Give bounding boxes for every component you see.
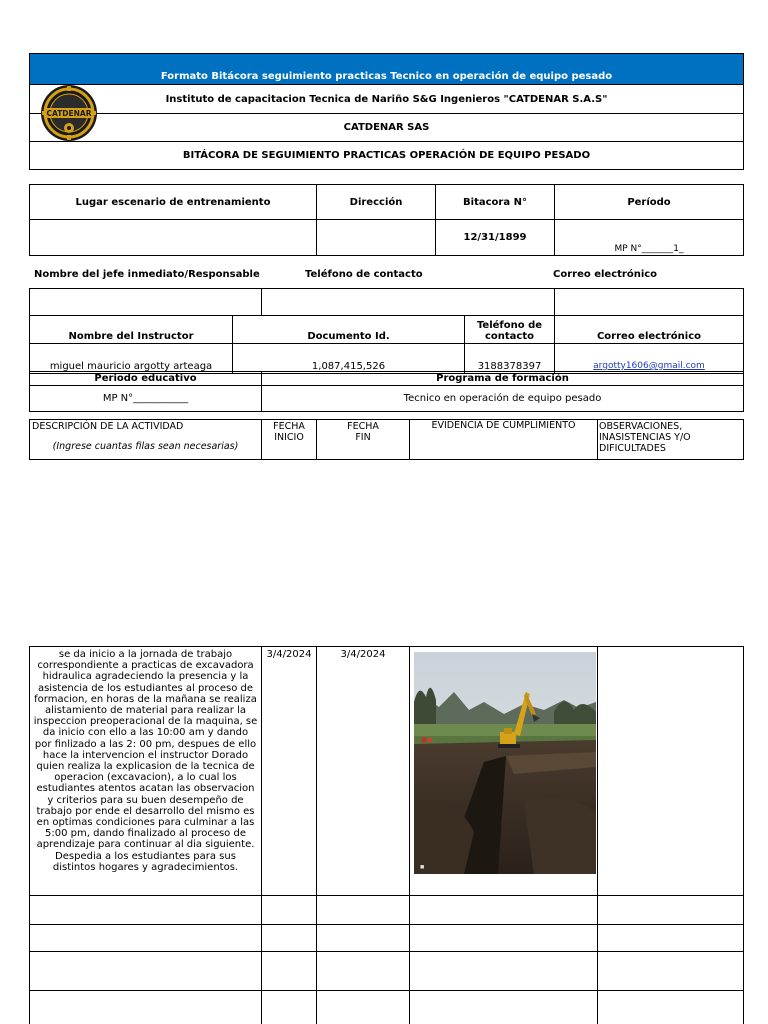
log-number-header: Bitacora N° — [436, 185, 555, 220]
instructor-name-value: miguel mauricio argotty arteaga — [30, 344, 233, 374]
location-header: Lugar escenario de entrenamiento — [30, 185, 317, 220]
instructor-name-header: Nombre del Instructor — [30, 316, 233, 344]
address-value[interactable] — [317, 220, 436, 256]
supervisor-email-header: Correo electrónico — [553, 269, 658, 280]
activity-start-date[interactable]: 3/4/2024 — [262, 647, 317, 896]
institute-name: Instituto de capacitacion Tecnica de Nariño S&G Ingenieros "CATDENAR S.A.S" — [30, 85, 744, 114]
excavation-photo — [414, 652, 596, 874]
svg-text:■: ■ — [420, 865, 425, 870]
activity-end-date[interactable]: 3/4/2024 — [317, 647, 410, 896]
education-period-value[interactable]: MP N°___________ — [30, 386, 262, 412]
log-number-value[interactable]: 12/31/1899 — [436, 220, 555, 256]
instructor-email-value[interactable] — [555, 344, 744, 374]
form-title: Formato Bitácora seguimiento practicas Tecnico en operación de equipo pesado — [30, 70, 744, 85]
document-subtitle: BITÁCORA DE SEGUIMIENTO PRACTICAS OPERACIÓN DE EQUIPO PESADO — [30, 142, 744, 170]
location-value[interactable] — [30, 220, 317, 256]
table-row — [30, 952, 744, 991]
activity-evidence-cell — [410, 647, 598, 896]
location-table — [29, 184, 744, 256]
end-date-header: FECHA FIN — [317, 420, 410, 460]
supervisor-name-header: Nombre del jefe inmediato/Responsable — [34, 269, 260, 280]
table-row — [30, 991, 744, 1024]
period-header: Período — [555, 185, 744, 220]
description-header-note: (Ingrese cuantas filas sean necesarias) — [52, 441, 239, 452]
program-header: Programa de formación — [262, 372, 744, 386]
supervisor-email-field[interactable] — [555, 289, 744, 316]
table-row — [30, 896, 744, 925]
instructor-id-header: Documento Id. — [233, 316, 465, 344]
period-value[interactable]: MP N°_______1_ — [555, 220, 744, 256]
header-table — [29, 53, 744, 170]
company-name: CATDENAR SAS — [30, 114, 744, 142]
evidence-header: EVIDENCIA DE CUMPLIMIENTO — [410, 420, 598, 460]
address-header: Dirección — [317, 185, 436, 220]
activity-observations[interactable] — [598, 647, 744, 896]
instructor-email-header: Correo electrónico — [555, 316, 744, 344]
instructor-phone-header: Teléfono de contacto — [465, 316, 555, 344]
description-header — [30, 420, 262, 460]
program-value: Tecnico en operación de equipo pesado — [262, 386, 744, 412]
instructor-id-value: 1,087,415,526 — [233, 344, 465, 374]
start-date-header: FECHA INICIO — [262, 420, 317, 460]
instructor-table — [29, 288, 744, 374]
table-row — [30, 647, 744, 896]
activity-header-table — [29, 419, 744, 460]
education-table — [29, 371, 744, 412]
supervisor-phone-header: Teléfono de contacto — [305, 269, 423, 280]
instructor-phone-value: 3188378397 — [465, 344, 555, 374]
education-period-header: Periodo educativo — [30, 372, 262, 386]
supervisor-name-field[interactable] — [30, 289, 262, 316]
supervisor-phone-field[interactable] — [262, 289, 555, 316]
activity-description[interactable]: se da inicio a la jornada de trabajo correspondiente a practicas de excavadora hidraulica agradeciendo la presencia y la asistencia de los estudiantes al proceso de formacion, en horas de la mañana se realiza alistamiento de material para realizar la inspeccion preoperacional de la maquina, se da inicio con ello a las 10:00 am y dando por finlizado a las 2: 00 pm, despues de ello hace la intervencion el instructor Dorado quien realiza la explicasion de la tecnica de operacion (excavacion), a lo cual los estudiantes atentos acatan las observacion y criterios para su buen desempeño de trabajo por ende el desarrollo del mismo es en optimas condiciones para culminar a las 5:00 pm, dando finalizado al proceso de aprendizaje para continuar al dia siguiente. Despedia a los estudiantes para sus distintos hogares y agradecimientos. — [30, 647, 262, 896]
table-row — [30, 925, 744, 952]
activity-rows-table — [29, 646, 744, 1024]
description-header-label: DESCRIPCIÓN DE LA ACTIVIDAD — [32, 421, 184, 432]
logo-text: CATDENAR — [46, 109, 92, 118]
instructor-email-link[interactable]: argotty1606@gmail.com — [593, 361, 705, 371]
observations-header: OBSERVACIONES, INASISTENCIAS Y/O DIFICULTADES — [598, 420, 744, 460]
catdenar-logo — [40, 84, 98, 142]
